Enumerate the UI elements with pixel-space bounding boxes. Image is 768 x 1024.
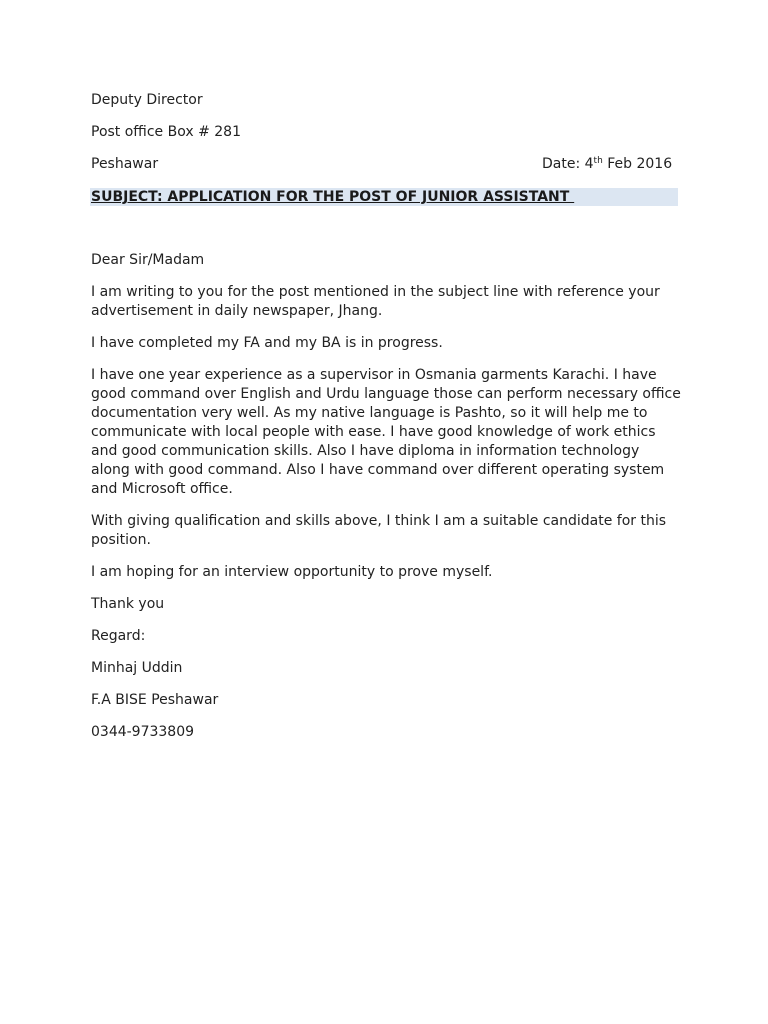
- recipient-address: Post office Box # 281: [91, 124, 241, 140]
- closing-thanks: Thank you: [91, 596, 165, 612]
- signer-phone: 0344-9733809: [91, 724, 195, 740]
- signer-name: Minhaj Uddin: [91, 660, 183, 676]
- paragraph-interview: I am hoping for an interview opportunity to prove myself.: [91, 564, 493, 580]
- salutation: Dear Sir/Madam: [91, 252, 205, 268]
- recipient-title: Deputy Director: [91, 92, 203, 108]
- date-rest: Feb 2016: [602, 156, 673, 172]
- date-label: Date: 4: [542, 156, 594, 172]
- subject-line: SUBJECT: APPLICATION FOR THE POST OF JUNIOR ASSISTANT: [91, 189, 575, 205]
- paragraph-experience: I have one year experience as a supervisor in Osmania garments Karachi. I have good command over English and Urdu language those can perform necessary office documentation very well. As my native language is Pashto, so it will help me to communicate with local people with ease. I have good knowledge of work ethics and good communication skills. Also I have diploma in information technology along with good command. Also I have command over different operating system and Microsoft office.: [91, 367, 681, 497]
- paragraph-education: I have completed my FA and my BA is in progress.: [91, 335, 443, 351]
- signer-qualification: F.A BISE Peshawar: [91, 692, 219, 708]
- date-ordinal-suffix: th: [593, 156, 603, 166]
- recipient-city: Peshawar: [91, 156, 159, 172]
- closing-regards: Regard:: [91, 628, 146, 644]
- paragraph-suitability: With giving qualification and skills above, I think I am a suitable candidate for this position.: [91, 513, 667, 548]
- paragraph-intro: I am writing to you for the post mentioned in the subject line with reference your advertisement in daily newspaper, Jhang.: [91, 284, 660, 319]
- letter-date: [542, 155, 672, 174]
